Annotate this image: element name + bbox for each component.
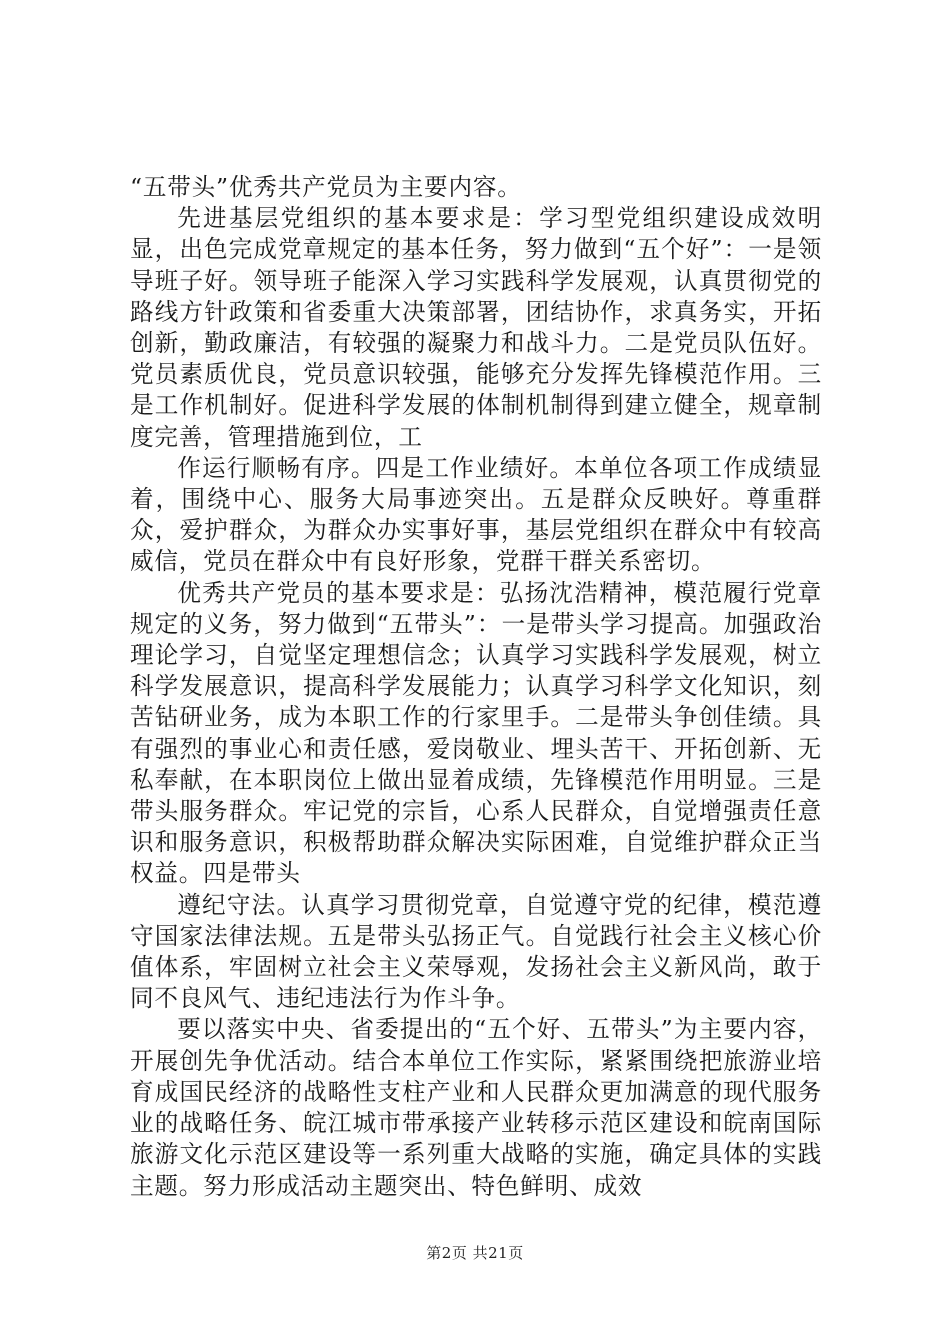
paragraph-1: “五带头”优秀共产党员为主要内容。 [130,173,522,201]
paragraph-4: 优秀共产党员的基本要求是：弘扬沈浩精神，模范履行党章规定的义务，努力做到“五带头”：一是带头学习提高。加强政治理论学习，自觉坚定理想信念；认真学习实践科学发展观，树立科学发展意识，提高科学发展能力；认真学习科学文化知识，刻苦钻研业务，成为本职工作的行家里手。二是带头争创佳绩。具有强烈的事业心和责任感，爱岗敬业、埋头苦干、开拓创新、无私奉献，在本职岗位上做出显着成绩，先锋模范作用明显。三是带头服务群众。牢记党的宗旨，心系人民群众，自觉增强责任意识和服务意识，积极帮助群众解决实际困难，自觉维护群众正当权益。四是带头 [130,578,822,888]
document-body [130,172,822,1202]
paragraph-5: 遵纪守法。认真学习贯彻党章，自觉遵守党的纪律，模范遵守国家法律法规。五是带头弘扬正气。自觉践行社会主义核心价值体系，牢固树立社会主义荣辱观，发扬社会主义新风尚，敢于同不良风气、违纪违法行为作斗争。 [130,890,822,1013]
paragraph-3: 作运行顺畅有序。四是工作业绩好。本单位各项工作成绩显着，围绕中心、服务大局事迹突出。五是群众反映好。尊重群众，爱护群众，为群众办实事好事，基层党组织在群众中有较高威信，党员在群众中有良好形象，党群干群关系密切。 [130,453,822,576]
paragraph-2: 先进基层党组织的基本要求是：学习型党组织建设成效明显，出色完成党章规定的基本任务，努力做到“五个好”：一是领导班子好。领导班子能深入学习实践科学发展观，认真贯彻党的路线方针政策和省委重大决策部署，团结协作，求真务实，开拓创新，勤政廉洁，有较强的凝聚力和战斗力。二是党员队伍好。党员素质优良，党员意识较强，能够充分发挥先锋模范作用。三是工作机制好。促进科学发展的体制机制得到建立健全，规章制度完善，管理措施到位，工 [130,204,822,451]
page-number-footer: 第2页 共21页 [426,1244,524,1262]
paragraph-6: 要以落实中央、省委提出的“五个好、五带头”为主要内容，开展创先争优活动。结合本单位工作实际，紧紧围绕把旅游业培育成国民经济的战略性支柱产业和人民群众更加满意的现代服务业的战略任务、皖江城市带承接产业转移示范区建设和皖南国际旅游文化示范区建设等一系列重大战略的实施，确定具体的实践主题。努力形成活动主题突出、特色鲜明、成效 [130,1015,822,1200]
